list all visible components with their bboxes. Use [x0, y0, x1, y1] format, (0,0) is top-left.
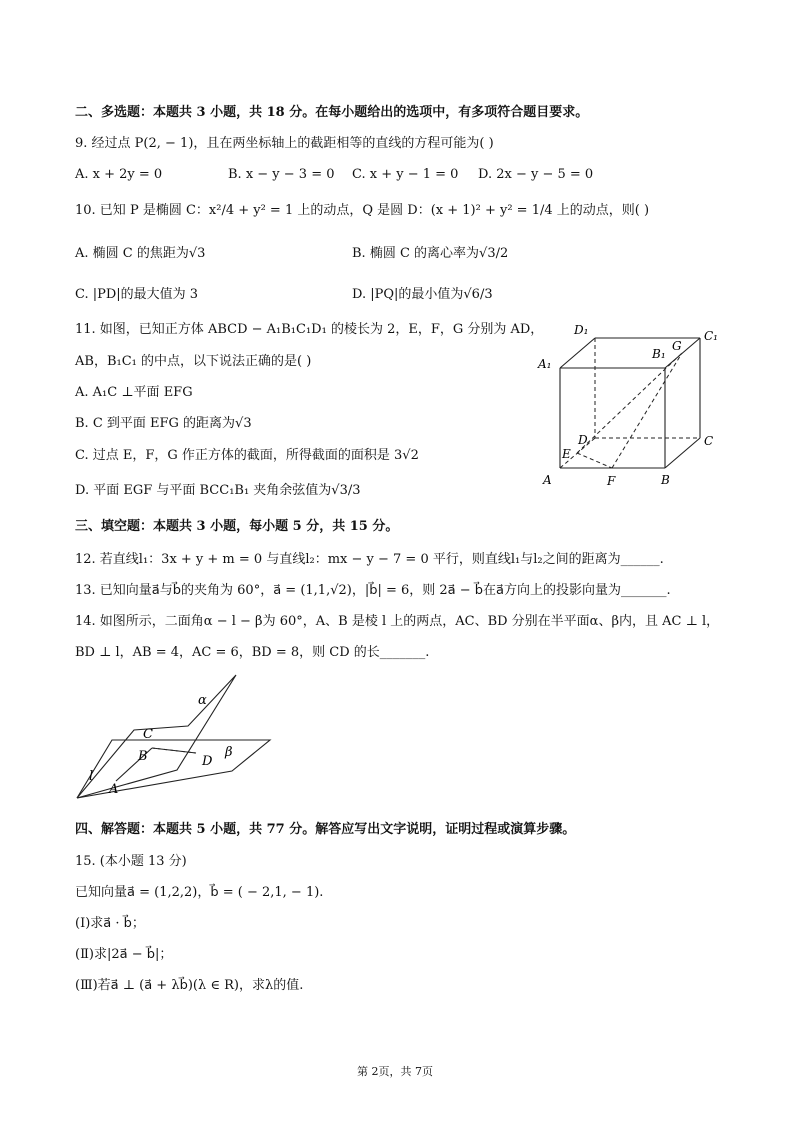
- edge-bc: [665, 438, 700, 468]
- q13: 13. 已知向量a⃗与b⃗的夹角为 60°，a⃗ = (1,1,√2)，|b⃗| = 6，则 2a⃗ − b⃗在a⃗方向上的投影向量为_______.: [75, 583, 671, 598]
- label-l: l: [89, 769, 94, 784]
- label-d: D: [202, 754, 213, 769]
- label-alpha: α: [198, 693, 207, 708]
- q9-option-a: A. x + 2y = 0: [75, 167, 163, 182]
- q15-title: 15. (本小题 13 分): [75, 854, 187, 869]
- label-d1: D₁: [574, 323, 589, 337]
- plane-beta: [77, 740, 270, 798]
- label-a: A: [543, 473, 552, 487]
- label-e: E: [562, 447, 571, 461]
- label-c: C: [704, 434, 714, 448]
- section4-heading: 四、解答题：本题共 5 小题，共 77 分。解答应写出文字说明，证明过程或演算步骤。: [75, 822, 576, 837]
- q11-stem-line1: 11. 如图，已知正方体 ABCD − A₁B₁C₁D₁ 的棱长为 2，E，F，G 分别为 AD，: [75, 322, 544, 337]
- q11-option-d: D. 平面 EGF 与平面 BCC₁B₁ 夹角余弦值为√3/3: [75, 483, 361, 498]
- section2-heading: 二、多选题：本题共 3 小题，共 18 分。在每小题给出的选项中，有多项符合题目要求。: [75, 105, 589, 120]
- label-b: B: [661, 473, 670, 487]
- q10-option-d: D. |PQ|的最小值为√6/3: [352, 287, 493, 302]
- segment-ef: [577, 453, 612, 468]
- dihedral-figure: [72, 668, 282, 804]
- q15-part-3: (Ⅲ)若a⃗ ⊥ (a⃗ + λb⃗)(λ ∈ R)，求λ的值.: [75, 978, 304, 993]
- q9-option-d: D. 2x − y − 5 = 0: [478, 167, 594, 182]
- q14-line1: 14. 如图所示，二面角α − l − β为 60°，A、B 是棱 l 上的两点，AC、BD 分别在半平面α、β内，且 AC ⊥ l，: [75, 614, 720, 629]
- edge-a1d1: [560, 338, 595, 368]
- label-b: B: [138, 749, 148, 764]
- label-a1: A₁: [538, 357, 552, 371]
- label-g: G: [672, 339, 682, 353]
- q11-option-a: A. A₁C ⊥平面 EFG: [75, 385, 193, 400]
- label-a: A: [109, 782, 119, 797]
- q15-part-2: (Ⅱ)求|2a⃗ − b⃗|；: [75, 947, 173, 962]
- q9-stem: 9. 经过点 P(2, − 1)，且在两坐标轴上的截距相等的直线的方程可能为( ): [75, 136, 494, 151]
- section3-heading: 三、填空题：本题共 3 小题，每小题 5 分，共 15 分。: [75, 519, 399, 534]
- page-footer: 第 2页，共 7页: [357, 1065, 433, 1078]
- q10-option-b: B. 椭圆 C 的离心率为√3/2: [352, 246, 509, 261]
- q9-option-c: C. x + y − 1 = 0: [352, 167, 459, 182]
- q14-line2: BD ⊥ l，AB = 4，AC = 6，BD = 8，则 CD 的长_______.: [75, 645, 430, 660]
- plane-alpha: [77, 675, 236, 798]
- q15-given: 已知向量a⃗ = (1,2,2)，b⃗ = ( − 2,1, − 1).: [75, 885, 324, 900]
- q10-option-a: A. 椭圆 C 的焦距为√3: [75, 246, 206, 261]
- q11-stem-line2: AB，B₁C₁ 的中点，以下说法正确的是( ): [75, 354, 312, 369]
- label-beta: β: [225, 745, 233, 760]
- q12: 12. 若直线l₁：3x + y + m = 0 与直线l₂：mx − y − 7 = 0 平行，则直线l₁与l₂之间的距离为______.: [75, 552, 664, 567]
- label-c: C: [143, 727, 153, 742]
- label-f: F: [607, 474, 616, 488]
- segment-fg: [612, 353, 682, 468]
- label-b1: B₁: [652, 347, 666, 361]
- q11-option-b: B. C 到平面 EFG 的距离为√3: [75, 416, 252, 431]
- q10-stem: 10. 已知 P 是椭圆 C：x²/4 + y² = 1 上的动点，Q 是圆 D：(x + 1)² + y² = 1/4 上的动点，则( ): [75, 203, 650, 218]
- label-c1: C₁: [704, 329, 718, 343]
- q15-part-1: (Ⅰ)求a⃗ · b⃗；: [75, 916, 145, 931]
- q11-option-c: C. 过点 E，F，G 作正方体的截面，所得截面的面积是 3√2: [75, 448, 419, 463]
- label-d: D: [578, 433, 588, 447]
- q10-option-c: C. |PD|的最大值为 3: [75, 287, 199, 302]
- cube-figure: [530, 318, 730, 494]
- q9-option-b: B. x − y − 3 = 0: [228, 167, 335, 182]
